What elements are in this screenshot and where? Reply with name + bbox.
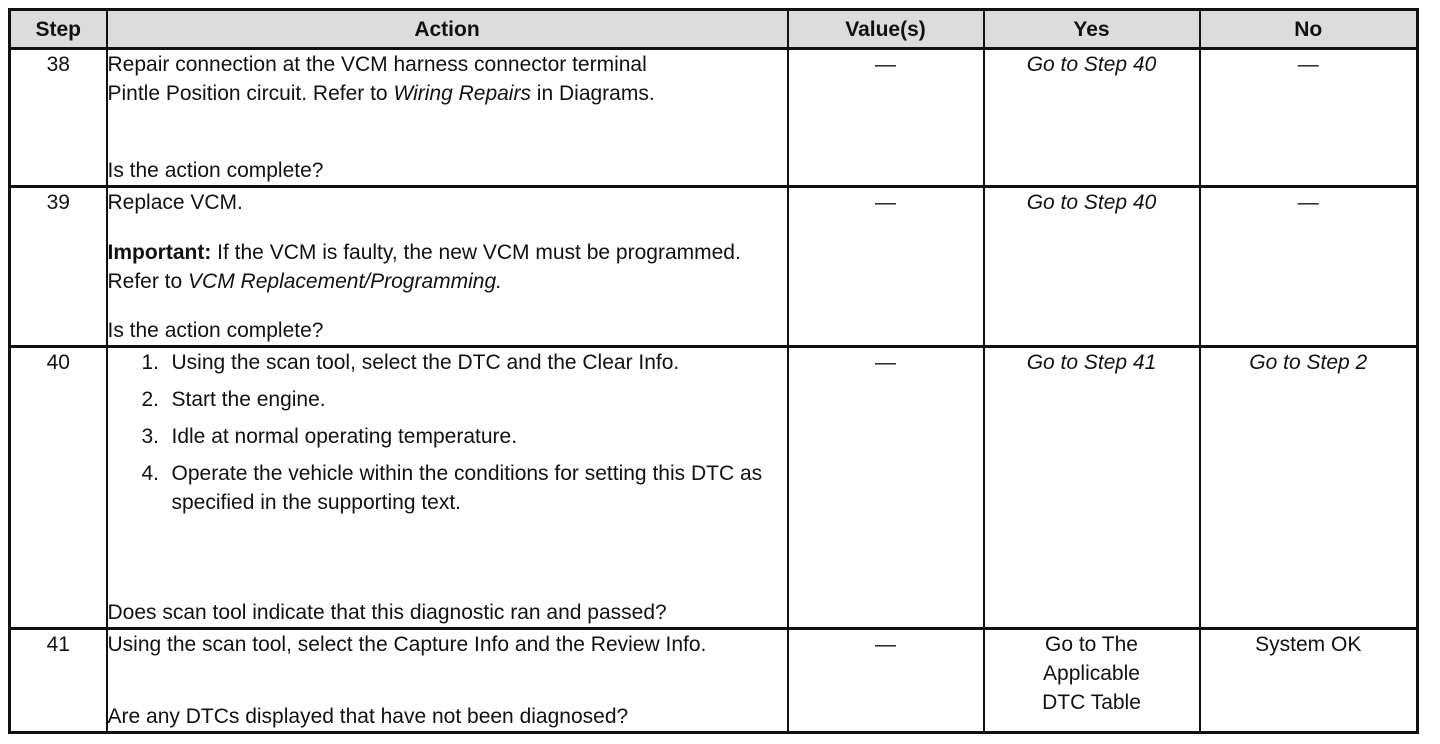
- value-cell: —: [788, 49, 984, 187]
- table-row: [10, 49, 1418, 187]
- yes-line: Applicable: [1043, 662, 1140, 685]
- yes-cell: [984, 347, 1200, 629]
- yes-line: Go to The: [1044, 633, 1138, 656]
- no-cell: [1200, 347, 1418, 629]
- list-item: 2. Start the engine.: [141, 388, 326, 411]
- action-text: Replace VCM.: [107, 191, 243, 214]
- header-action: Action: [107, 10, 788, 49]
- table-row: [10, 629, 1418, 733]
- list-item: 3. Idle at normal operating temperature.: [141, 425, 518, 448]
- no-cell: System OK: [1200, 629, 1418, 733]
- table-row: [10, 187, 1418, 347]
- header-row: [10, 10, 1418, 49]
- value-cell: —: [788, 629, 984, 733]
- action-question: Is the action complete?: [107, 159, 324, 182]
- vcm-programming-reference: VCM Replacement/Programming.: [188, 269, 502, 293]
- action-cell: [107, 187, 788, 347]
- important-note: Important: If the VCM is faulty, the new VCM must be programmed. Refer to VCM Replacement/Programming.: [107, 240, 741, 293]
- yes-line: DTC Table: [1042, 691, 1141, 714]
- action-cell: [107, 49, 788, 187]
- diagnostic-table: [8, 8, 1419, 734]
- yes-cell: [984, 187, 1200, 347]
- yes-link[interactable]: Go to Step 41: [1026, 351, 1157, 374]
- yes-link[interactable]: Go to Step 40: [1026, 191, 1157, 214]
- step-number: 41: [10, 629, 107, 733]
- yes-link[interactable]: Go to Step 40: [1026, 53, 1157, 76]
- action-cell: [107, 629, 788, 733]
- step-number: 38: [10, 49, 107, 187]
- action-question: Is the action complete?: [107, 319, 324, 342]
- value-cell: —: [788, 187, 984, 347]
- header-no: No: [1200, 10, 1418, 49]
- table-row: [10, 347, 1418, 629]
- step-number: 39: [10, 187, 107, 347]
- header-values: Value(s): [788, 10, 984, 49]
- action-text: Using the scan tool, select the Capture Info and the Review Info.: [107, 633, 707, 656]
- list-item: 4. Operate the vehicle within the conditions for setting this DTC as specified in the supporting text.: [141, 462, 763, 514]
- action-question: Does scan tool indicate that this diagnostic ran and passed?: [107, 601, 667, 624]
- important-label: Important:: [107, 240, 212, 264]
- action-question: Are any DTCs displayed that have not been diagnosed?: [107, 705, 629, 728]
- list-item: 1. Using the scan tool, select the DTC and the Clear Info.: [141, 351, 680, 374]
- value-cell: —: [788, 347, 984, 629]
- no-link[interactable]: Go to Step 2: [1249, 351, 1368, 374]
- no-cell: —: [1200, 49, 1418, 187]
- procedure-list: [108, 348, 787, 525]
- action-text: Repair connection at the VCM harness connector terminal Pintle Position circuit. Refer to Wiring Repairs in Diagrams.: [107, 53, 655, 105]
- yes-cell: [984, 49, 1200, 187]
- step-number: 40: [10, 347, 107, 629]
- header-step: Step: [10, 10, 107, 49]
- header-yes: Yes: [984, 10, 1200, 49]
- wiring-repairs-reference: Wiring Repairs: [393, 82, 531, 105]
- yes-cell[interactable]: [984, 629, 1200, 733]
- no-cell: —: [1200, 187, 1418, 347]
- action-cell: [107, 347, 788, 629]
